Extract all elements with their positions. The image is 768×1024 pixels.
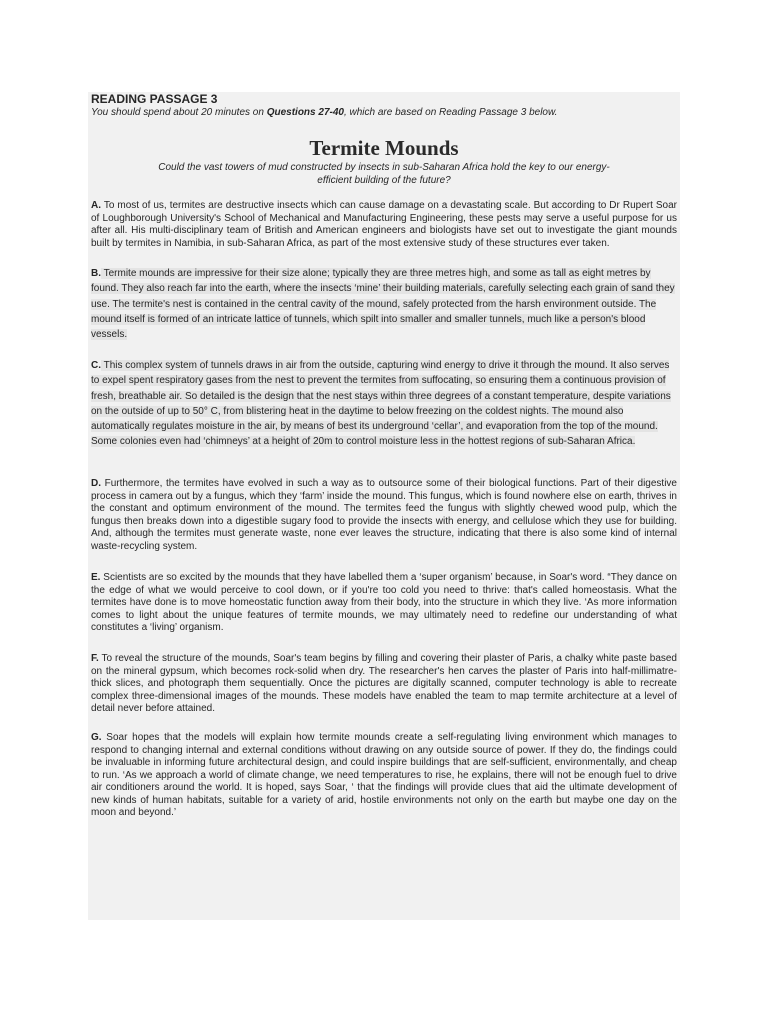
paragraph-text: Termite mounds are impressive for their size alone; typically they are three metres high, and some as tall as eight metres by found. They also reach far into the earth, where the insects ‘mine’ their building materials, carefully selecting each grain of sand they use. The termite's nest is contained in the central cavity of the mound, safely protected from the harsh environment outside. The mound itself is formed of an intricate lattice of tunnels, which spilt into smaller and smaller tunnels, much like a person's blood vessels.: [91, 268, 675, 341]
passage-header: [91, 92, 677, 119]
paragraph-text: To reveal the structure of the mounds, Soar's team begins by filling and covering their plaster of Paris, a chalky white paste based on the mineral gypsum, which becomes rock-solid when dry. The researcher's hen carves the plaster of Paris into half-millimatre-thick slices, and photograph them sequentially. Once the pictures are digitally scanned, computer technology is able to recreate complex three-dimensional images of the mounds. These models have enabled the team to map termite architecture at a level of detail never before attained.: [91, 653, 677, 714]
paragraph-letter: D.: [91, 478, 101, 489]
paragraph-letter: F.: [91, 653, 99, 664]
paragraph-text: Scientists are so excited by the mounds that they have labelled them a ‘super organism’ because, in Soar's word. “They dance on the edge of what we would perceive to cool down, or if you're too cold you need to thrive: that's called homeostasis. What the termites have done is to move homeostatic function away from their body, into the structure in which they live. ‘As more information comes to light about the unique features of termite mounds, we may ultimately need to redefine our understanding of what constitutes a ‘living’ organism.: [91, 572, 677, 633]
passage-subtitle: Could the vast towers of mud constructed by insects in sub-Saharan Africa hold the key to our energy-efficient building of the future?: [158, 162, 610, 186]
paragraph-a: [91, 200, 677, 250]
passage-label: READING PASSAGE 3: [91, 92, 218, 106]
instruction-questions: Questions 27-40: [266, 107, 344, 118]
paragraph-text: Furthermore, the termites have evolved in such a way as to outsource some of their biological functions. Part of their digestive process in camera out by a fungus, which they ‘farm’ inside the mound. This fungus, which is found nowhere else on earth, thrives in the constant and optimum environment of the mound. The termites feed the fungus with slightly chewed wood pulp, which the fungus then breaks down into a digestible sugary food to provide the insects with energy, and cellulose which they use for building. And, although the termites must generate waste, none ever leaves the structure, indicating that there is also some kind of internal waste-recycling system.: [91, 478, 677, 552]
instruction-prefix: You should spend about 20 minutes on: [91, 107, 267, 118]
passage-title: Termite Mounds: [309, 136, 459, 160]
paragraph-text: To most of us, termites are destructive insects which can cause damage on a devastating scale. But according to Dr Rupert Soar of Loughborough University's School of Mechanical and Manufacturing Engineering, these pests may serve a useful purpose for us after all. His multi-disciplinary team of British and American engineers and biologists have set out to investigate the giant mounds built by termites in Namibia, in sub-Saharan Africa, as part of the most extensive study of these structures ever taken.: [91, 200, 677, 249]
paragraph-text: Soar hopes that the models will explain how termite mounds create a self-regulating living environment which manages to respond to changing internal and external conditions without drawing on any outside source of power. If they do, the findings could be invaluable in informing future architectural design, and could inspire buildings that are self-sufficient, environmentally, and cheap to run. ‘As we approach a world of climate change, we need temperatures to rise, he explains, there will not be enough fuel to drive air conditioners around the world. It is hoped, says Soar, ‘ that the findings will provide clues that aid the ultimate development of new kinds of human habitats, suitable for a variety of arid, hostile environments not only on the earth but maybe one day on the moon and beyond.’: [91, 732, 677, 818]
paragraph-letter: E.: [91, 572, 101, 583]
paragraph-b: [91, 266, 677, 342]
paragraph-d: [91, 478, 677, 553]
paragraph-letter: A.: [91, 200, 101, 211]
paragraph-letter: B.: [91, 268, 101, 279]
paragraph-g: [91, 732, 677, 820]
paragraph-e: [91, 572, 677, 635]
passage-page: [88, 92, 680, 920]
paragraph-letter: G.: [91, 732, 102, 743]
paragraph-text: This complex system of tunnels draws in air from the outside, capturing wind energy to drive it through the mound. It also serves to expel spent respiratory gases from the nest to prevent the termites from suffocating, so ensuring them a continuous provision of fresh, breathable air. So detailed is the design that the nest stays within three degrees of a constant temperature, despite variations on the outside of up to 50° C, from blistering heat in the daytime to below freezing on the coldest nights. The mound also automatically regulates moisture in the air, by means of best its underground ‘cellar’, and evaporation from the top of the mound. Some colonies even had ‘chimneys’ at a height of 20m to control moisture less in the hottest regions of sub-Saharan Africa.: [91, 360, 671, 448]
paragraph-f: [91, 653, 677, 716]
paragraph-c: [91, 358, 677, 450]
passage-instruction: [91, 106, 677, 119]
instruction-suffix: , which are based on Reading Passage 3 below.: [343, 107, 558, 118]
paragraph-letter: C.: [91, 360, 101, 371]
